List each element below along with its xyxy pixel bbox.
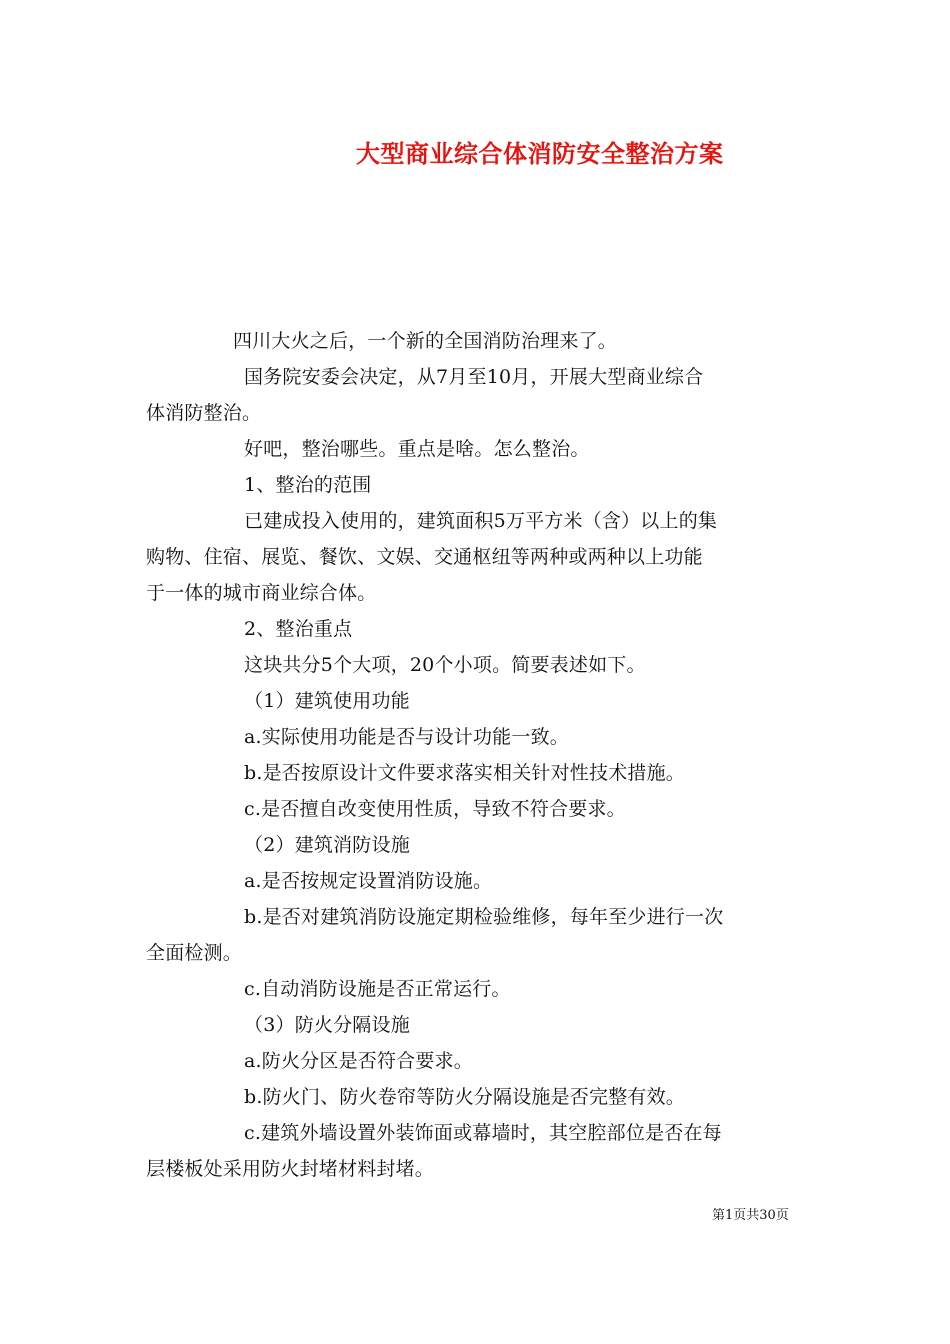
- paragraph-line: 四川大火之后，一个新的全国消防治理来了。: [233, 330, 618, 352]
- subsection-heading: （2）建筑消防设施: [244, 834, 410, 856]
- list-item: b.是否按原设计文件要求落实相关针对性技术措施。: [244, 762, 686, 784]
- paragraph-line: 好吧，整治哪些。重点是啥。怎么整治。: [244, 438, 590, 460]
- paragraph-line: 这块共分5个大项，20个小项。简要表述如下。: [244, 654, 646, 676]
- list-item: b.是否对建筑消防设施定期检验维修，每年至少进行一次: [244, 906, 724, 928]
- paragraph-line: 体消防整治。: [146, 402, 262, 424]
- paragraph-line: 国务院安委会决定，从7月至10月，开展大型商业综合: [244, 366, 704, 388]
- list-item: a.是否按规定设置消防设施。: [244, 870, 493, 892]
- list-item: a.防火分区是否符合要求。: [244, 1050, 473, 1072]
- list-item: c.是否擅自改变使用性质，导致不符合要求。: [244, 798, 626, 820]
- document-title: 大型商业综合体消防安全整治方案: [356, 139, 724, 168]
- section-heading: 2、整治重点: [244, 618, 353, 640]
- list-item-continuation: 全面检测。: [146, 942, 243, 964]
- subsection-heading: （3）防火分隔设施: [244, 1014, 410, 1036]
- subsection-heading: （1）建筑使用功能: [244, 690, 410, 712]
- list-item-continuation: 层楼板处采用防火封堵材料封堵。: [146, 1158, 435, 1180]
- list-item: c.自动消防设施是否正常运行。: [244, 978, 511, 1000]
- list-item: a.实际使用功能是否与设计功能一致。: [244, 726, 569, 748]
- section-heading: 1、整治的范围: [244, 474, 372, 496]
- list-item: c.建筑外墙设置外装饰面或幕墙时，其空腔部位是否在每: [244, 1122, 722, 1144]
- paragraph-line: 购物、住宿、展览、餐饮、文娱、交通枢纽等两种或两种以上功能: [146, 546, 703, 568]
- list-item: b.防火门、防火卷帘等防火分隔设施是否完整有效。: [244, 1086, 686, 1108]
- page-number-footer: 第1页共30页: [712, 1208, 789, 1223]
- paragraph-line: 于一体的城市商业综合体。: [146, 582, 377, 604]
- paragraph-line: 已建成投入使用的，建筑面积5万平方米（含）以上的集: [244, 510, 718, 532]
